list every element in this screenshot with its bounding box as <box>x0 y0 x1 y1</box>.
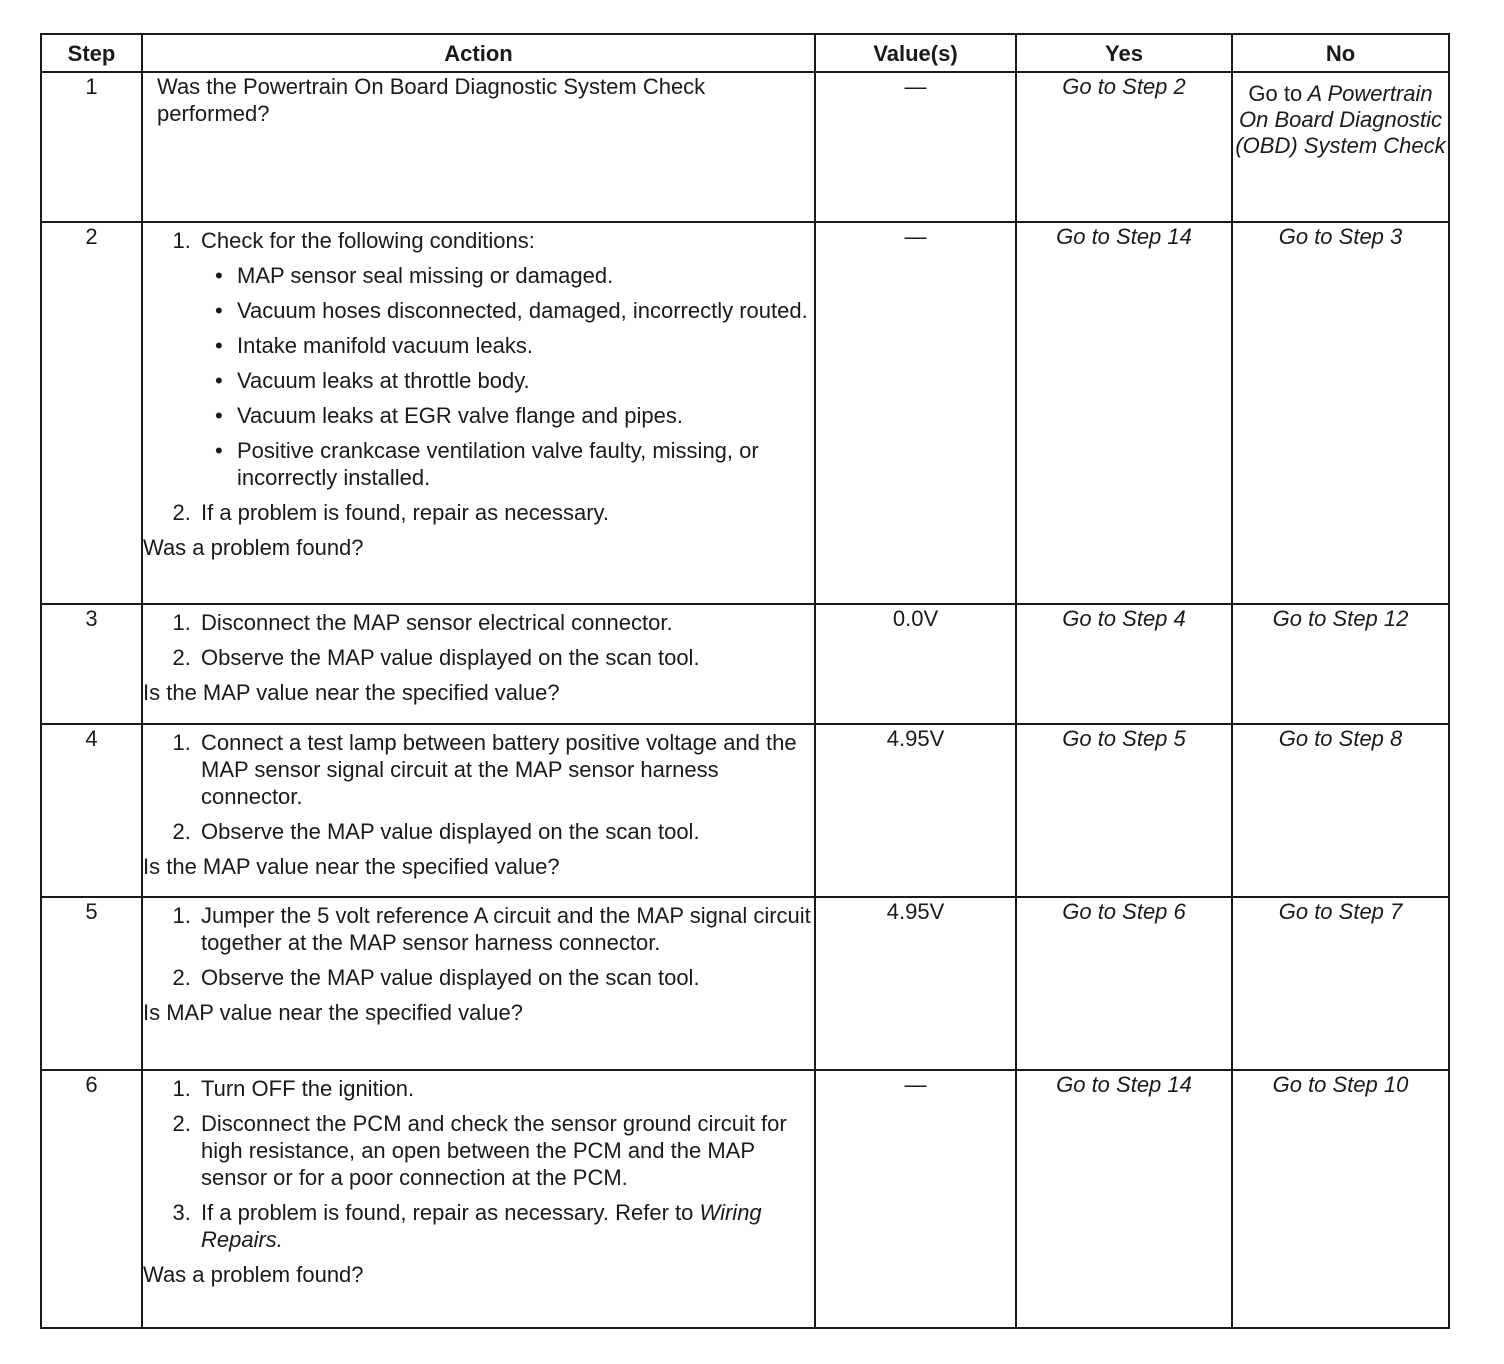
action-step: 2. Observe the MAP value displayed on the scan tool. <box>197 818 814 845</box>
table-row <box>41 604 1449 724</box>
no-link[interactable]: Go to Step 10 <box>1232 1070 1449 1328</box>
action-step: 1. Turn OFF the ignition. <box>197 1075 814 1102</box>
action-cell <box>142 897 815 1070</box>
action-step: 2. Observe the MAP value displayed on the scan tool. <box>197 644 814 671</box>
step-number: 1 <box>41 72 142 222</box>
step-number: 5 <box>41 897 142 1070</box>
header-yes: Yes <box>1016 34 1232 72</box>
action-step <box>197 1199 814 1253</box>
wiring-repairs-link[interactable]: Wiring Repairs. <box>201 1200 762 1252</box>
action-step: 2. Disconnect the PCM and check the sensor ground circuit for high resistance, an open between the PCM and the MAP sensor or for a poor connection at the PCM. <box>197 1110 814 1191</box>
action-step-text: Check for the following conditions: <box>201 228 535 253</box>
value-cell: — <box>815 1070 1016 1328</box>
no-link[interactable]: Go to Step 7 <box>1232 897 1449 1070</box>
header-step: Step <box>41 34 142 72</box>
step-number: 6 <box>41 1070 142 1328</box>
no-link[interactable]: Go to Step 12 <box>1232 604 1449 724</box>
action-steps <box>143 902 814 991</box>
condition-list <box>201 262 814 491</box>
step-number: 2 <box>41 222 142 604</box>
table-row <box>41 897 1449 1070</box>
action-question: Is the MAP value near the specified value? <box>143 680 560 705</box>
yes-link[interactable]: Go to Step 2 <box>1016 72 1232 222</box>
condition-item: • Positive crankcase ventilation valve faulty, missing, or incorrectly installed. <box>237 437 814 491</box>
action-step-text: If a problem is found, repair as necessary. Refer to <box>201 1200 694 1225</box>
no-cell <box>1232 72 1449 222</box>
action-steps <box>143 227 814 526</box>
action-steps <box>143 729 814 845</box>
value-cell: 0.0V <box>815 604 1016 724</box>
no-link[interactable]: A Powertrain On Board Diagnostic (OBD) System Check <box>1235 81 1446 158</box>
action-cell <box>142 1070 815 1328</box>
action-cell <box>142 72 815 222</box>
action-question: Was a problem found? <box>143 1262 364 1287</box>
action-cell <box>142 604 815 724</box>
action-step: 1. Jumper the 5 volt reference A circuit and the MAP signal circuit together at the MAP sensor harness connector. <box>197 902 814 956</box>
no-link[interactable]: Go to Step 3 <box>1232 222 1449 604</box>
value-cell: — <box>815 222 1016 604</box>
yes-link[interactable]: Go to Step 4 <box>1016 604 1232 724</box>
action-cell <box>142 724 815 897</box>
action-steps <box>143 609 814 671</box>
table-row <box>41 72 1449 222</box>
yes-link[interactable]: Go to Step 14 <box>1016 222 1232 604</box>
action-step: 1. Connect a test lamp between battery positive voltage and the MAP sensor signal circuit at the MAP sensor harness connector. <box>197 729 814 810</box>
condition-item: • Intake manifold vacuum leaks. <box>237 332 814 359</box>
action-step: 1. Disconnect the MAP sensor electrical connector. <box>197 609 814 636</box>
step-number: 3 <box>41 604 142 724</box>
step-number: 4 <box>41 724 142 897</box>
action-question: Is the MAP value near the specified value? <box>143 854 560 879</box>
value-cell: 4.95V <box>815 897 1016 1070</box>
action-step: 2. If a problem is found, repair as necessary. <box>197 499 814 526</box>
value-cell: — <box>815 72 1016 222</box>
action-step: 2. Observe the MAP value displayed on the scan tool. <box>197 964 814 991</box>
no-prefix: Go to <box>1248 81 1303 106</box>
yes-link[interactable]: Go to Step 14 <box>1016 1070 1232 1328</box>
value-cell: 4.95V <box>815 724 1016 897</box>
table-row <box>41 1070 1449 1328</box>
diagnostic-table <box>40 33 1450 1329</box>
condition-item: • Vacuum leaks at throttle body. <box>237 367 814 394</box>
yes-link[interactable]: Go to Step 6 <box>1016 897 1232 1070</box>
action-cell <box>142 222 815 604</box>
action-steps <box>143 1075 814 1253</box>
header-row <box>41 34 1449 72</box>
action-step <box>197 227 814 491</box>
action-question: Is MAP value near the specified value? <box>143 1000 523 1025</box>
table-row <box>41 222 1449 604</box>
table-row <box>41 724 1449 897</box>
yes-link[interactable]: Go to Step 5 <box>1016 724 1232 897</box>
header-action: Action <box>142 34 815 72</box>
condition-item: • Vacuum hoses disconnected, damaged, incorrectly routed. <box>237 297 814 324</box>
no-link[interactable]: Go to Step 8 <box>1232 724 1449 897</box>
header-no: No <box>1232 34 1449 72</box>
action-question: Was the Powertrain On Board Diagnostic System Check performed? <box>157 74 706 126</box>
condition-item: • MAP sensor seal missing or damaged. <box>237 262 814 289</box>
header-values: Value(s) <box>815 34 1016 72</box>
action-question: Was a problem found? <box>143 535 364 560</box>
condition-item: • Vacuum leaks at EGR valve flange and pipes. <box>237 402 814 429</box>
